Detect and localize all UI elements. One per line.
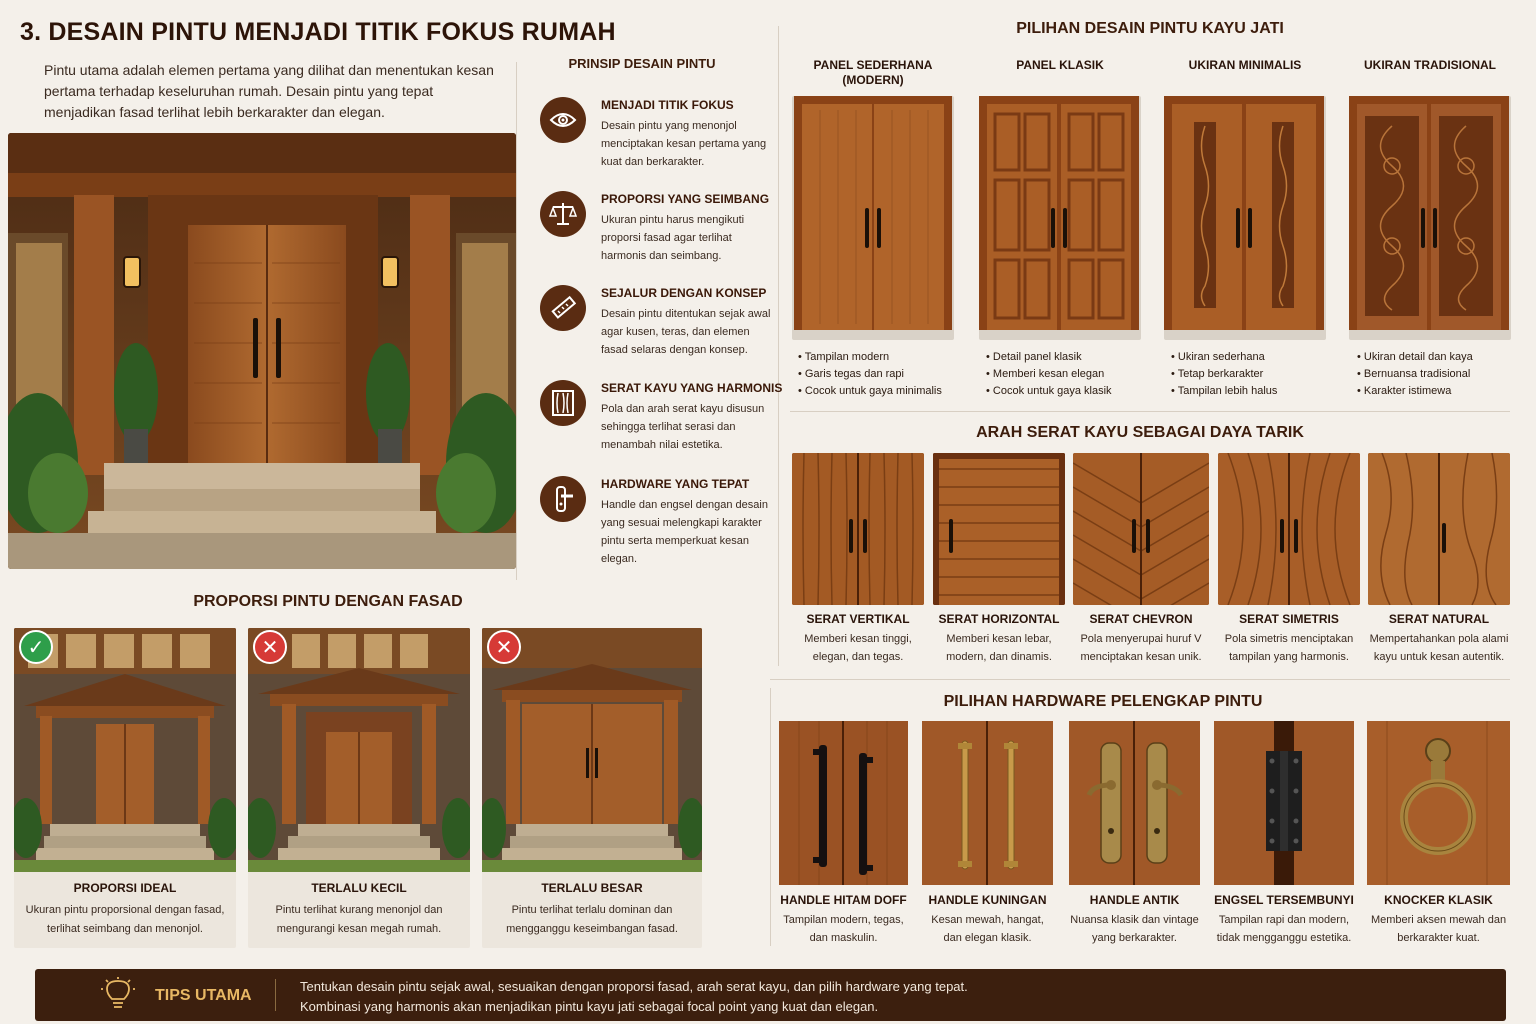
grain-item-desc: Memberi kesan lebar, modern, dan dinamis.	[946, 633, 1052, 663]
hardware-item-desc: Memberi aksen mewah dan berkarakter kuat.	[1370, 914, 1507, 944]
tips-banner	[35, 969, 1506, 1021]
grain-item-title: SERAT VERTIKAL	[806, 612, 910, 626]
door-option-bullets	[1171, 349, 1277, 400]
proportion-card-title: TERLALU KECIL	[311, 881, 407, 895]
door-option-bullets	[986, 349, 1112, 400]
door-option-title: PANEL SEDERHANA (MODERN)	[813, 58, 933, 87]
hardware-item-desc: Kesan mewah, hangat, dan elegan klasik.	[931, 914, 1044, 944]
hero-entrance-image	[8, 133, 516, 569]
grain-chevron-image	[1073, 453, 1209, 605]
principle-title: PROPORSI YANG SEIMBANG	[601, 192, 770, 206]
grain-item-title: SERAT SIMETRIS	[1239, 612, 1339, 626]
door-carving-traditional-image	[1349, 96, 1511, 340]
door-option-title: UKIRAN TRADISIONAL	[1364, 58, 1496, 72]
grain-item-desc: Pola simetris menciptakan tampilan yang harmonis.	[1224, 633, 1354, 663]
hardware-item-title: HANDLE HITAM DOFF	[780, 893, 907, 907]
hardware-title: PILIHAN HARDWARE PELENGKAP PINTU	[943, 693, 1263, 710]
lightbulb-icon	[101, 977, 135, 1018]
wood-grain-icon	[540, 380, 586, 426]
hardware-item-desc: Tampilan rapi dan modern, tidak mengganggu estetika.	[1216, 914, 1352, 944]
principle-desc: Handle dan engsel dengan desain yang sesuai melengkapi karakter pintu serta memperkuat kesan elegan.	[601, 499, 768, 565]
proportion-card-desc: Ukuran pintu proporsional dengan fasad, terlihat seimbang dan menonjol.	[25, 904, 225, 935]
door-carving-minimal-image	[1164, 96, 1326, 340]
proportion-card-large	[482, 628, 702, 948]
facade-image	[14, 628, 236, 872]
hardware-item-title: ENGSEL TERSEMBUNYI	[1214, 893, 1354, 907]
principle-desc: Desain pintu yang menonjol menciptakan kesan pertama yang kuat dan berkarakter.	[601, 120, 767, 168]
hardware-item-title: HANDLE KUNINGAN	[928, 893, 1047, 907]
principle-desc: Desain pintu ditentukan sejak awal agar kusen, teras, dan elemen fasad selaras dengan konsep.	[601, 308, 771, 356]
bullet: • Tampilan modern	[798, 349, 942, 366]
hardware-item-title: KNOCKER KLASIK	[1384, 893, 1493, 907]
tips-text-2: Kombinasi yang harmonis akan menjadikan pintu kayu jati sebagai focal point yang kuat dan elegan.	[300, 999, 879, 1014]
hardware-item-desc: Nuansa klasik dan vintage yang berkarakter.	[1070, 914, 1199, 944]
proportion-card-desc: Pintu terlihat terlalu dominan dan mengganggu keseimbangan fasad.	[506, 904, 678, 935]
grain-natural-image	[1368, 453, 1510, 605]
door-options-title: PILIHAN DESAIN PINTU KAYU JATI	[1016, 20, 1284, 37]
proportion-card-desc: Pintu terlihat kurang menonjol dan mengurangi kesan megah rumah.	[275, 904, 443, 935]
grain-vertical-image	[792, 453, 924, 605]
principle-title: HARDWARE YANG TEPAT	[601, 477, 750, 491]
facade-image	[248, 628, 470, 872]
grain-title: ARAH SERAT KAYU SEBAGAI DAYA TARIK	[976, 424, 1304, 441]
door-panel-modern-image	[792, 96, 954, 340]
door-knocker-image	[1367, 721, 1510, 885]
grain-item-title: SERAT CHEVRON	[1089, 612, 1193, 626]
grain-item-desc: Pola menyerupai huruf V menciptakan kesan unik.	[1080, 633, 1202, 663]
bullet: • Tetap berkarakter	[1171, 366, 1277, 383]
proportion-card-small	[248, 628, 470, 948]
cross-icon: ✕	[253, 630, 287, 664]
bullet: • Bernuansa tradisional	[1357, 366, 1473, 383]
handle-black-image	[779, 721, 908, 885]
tips-text-1: Tentukan desain pintu sejak awal, sesuaikan dengan proporsi fasad, arah serat kayu, dan pilih hardware yang tepat.	[300, 979, 968, 994]
bullet: • Ukiran detail dan kaya	[1357, 349, 1473, 366]
principle-title: MENJADI TITIK FOKUS	[601, 98, 734, 112]
intro-text: Pintu utama adalah elemen pertama yang dilihat dan menentukan kesan pertama terhadap keseluruhan rumah. Desain pintu yang tepat menjadikan fasad terlihat lebih berkarakter dan elegan.	[44, 62, 494, 120]
hardware-item-title: HANDLE ANTIK	[1089, 893, 1180, 907]
door-panel-classic-image	[979, 96, 1141, 340]
door-option-bullets	[1357, 349, 1473, 400]
proportion-title: PROPORSI PINTU DENGAN FASAD	[193, 593, 463, 610]
hardware-item-desc: Tampilan modern, tegas, dan maskulin.	[783, 914, 904, 944]
principles-title: PRINSIP DESAIN PINTU	[568, 56, 716, 71]
handle-antique-image	[1069, 721, 1200, 885]
door-option-title: PANEL KLASIK	[1016, 58, 1104, 72]
facade-image	[482, 628, 702, 872]
door-option-title: UKIRAN MINIMALIS	[1188, 58, 1302, 72]
grain-horizontal-image	[933, 453, 1065, 605]
principle-title: SEJALUR DENGAN KONSEP	[601, 286, 767, 300]
bullet: • Memberi kesan elegan	[986, 366, 1112, 383]
grain-symmetric-image	[1218, 453, 1360, 605]
ruler-icon	[540, 285, 586, 331]
check-icon: ✓	[19, 630, 53, 664]
handle-brass-image	[922, 721, 1053, 885]
bullet: • Garis tegas dan rapi	[798, 366, 942, 383]
grain-item-desc: Mempertahankan pola alami kayu untuk kesan autentik.	[1369, 633, 1509, 663]
tips-label: TIPS UTAMA	[155, 987, 252, 1004]
bullet: • Cocok untuk gaya klasik	[986, 383, 1112, 400]
principle-desc: Pola dan arah serat kayu disusun sehingga terlihat serasi dan menambah nilai estetika.	[601, 403, 765, 451]
page-title: 3. DESAIN PINTU MENJADI TITIK FOKUS RUMAH	[20, 18, 616, 46]
bullet: • Detail panel klasik	[986, 349, 1112, 366]
grain-item-title: SERAT NATURAL	[1388, 612, 1490, 626]
bullet: • Tampilan lebih halus	[1171, 383, 1277, 400]
door-handle-icon	[540, 476, 586, 522]
grain-item-title: SERAT HORIZONTAL	[938, 612, 1060, 626]
bullet: • Karakter istimewa	[1357, 383, 1473, 400]
proportion-card-title: TERLALU BESAR	[541, 881, 643, 895]
proportion-card-ideal	[14, 628, 236, 948]
hinge-hidden-image	[1214, 721, 1354, 885]
bullet: • Cocok untuk gaya minimalis	[798, 383, 942, 400]
door-option-bullets	[798, 349, 942, 400]
grain-item-desc: Memberi kesan tinggi, elegan, dan tegas.	[804, 633, 912, 663]
eye-icon	[540, 97, 586, 143]
proportion-card-title: PROPORSI IDEAL	[73, 881, 177, 895]
cross-icon: ✕	[487, 630, 521, 664]
bullet: • Ukiran sederhana	[1171, 349, 1277, 366]
principle-desc: Ukuran pintu harus mengikuti proporsi fasad agar terlihat harmonis dan seimbang.	[601, 214, 745, 262]
principle-title: SERAT KAYU YANG HARMONIS	[601, 381, 783, 395]
scale-icon	[540, 191, 586, 237]
